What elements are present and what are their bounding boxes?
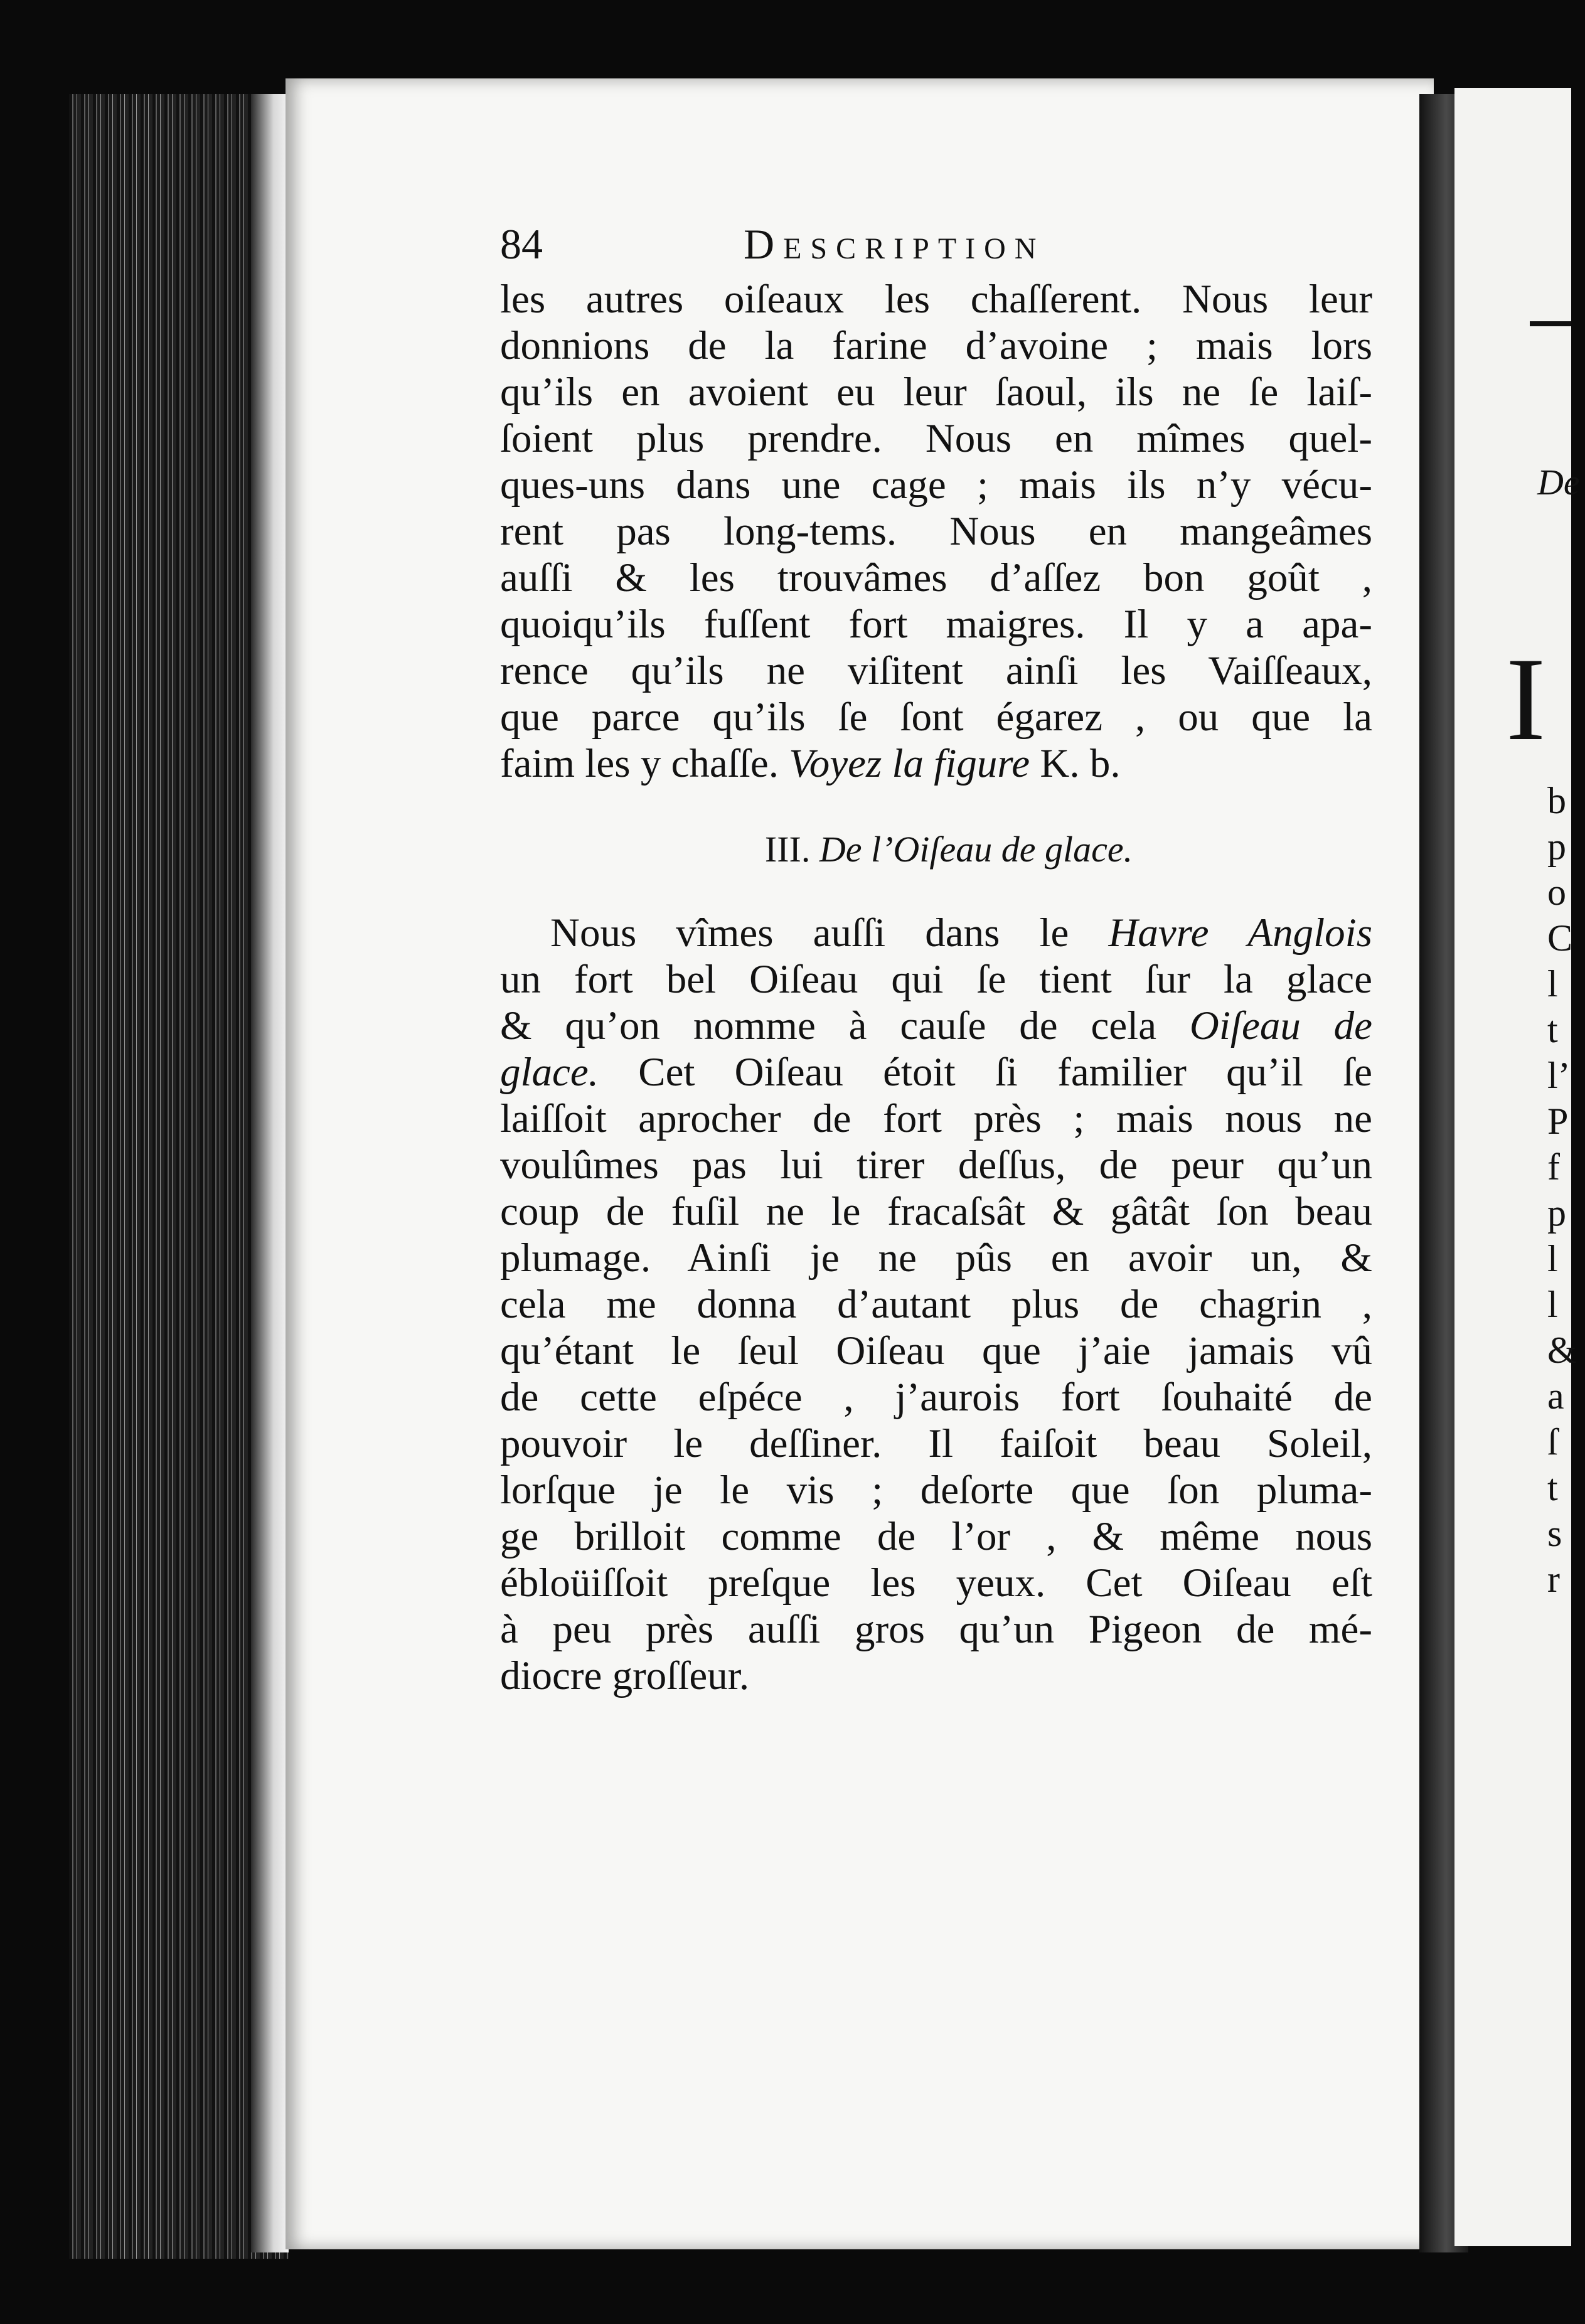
facing-page-letter: l — [1547, 1284, 1558, 1325]
text-line: qu’ils en avoient eu leur ſaoul, ils ne ſe laiſ- — [500, 370, 1372, 415]
line-text: voulûmes pas lui tirer deſſus, de peur qu’un — [500, 1143, 1372, 1188]
text-line — [500, 1142, 1372, 1188]
page-text — [500, 213, 1372, 1699]
facing-page-letter: o — [1547, 872, 1566, 913]
paragraph-1 — [500, 276, 1372, 740]
facing-page-letter: l’ — [1547, 1055, 1571, 1096]
text-line — [500, 910, 1372, 956]
text-line: ſoient plus prendre. Nous en mîmes quel- — [500, 416, 1372, 461]
text-line — [500, 1374, 1372, 1421]
line-text: plumage. Ainſi je ne pûs en avoir un, & — [500, 1235, 1372, 1281]
line-text: Nous vîmes auſſi dans le — [550, 910, 1109, 956]
section-number: III. — [764, 829, 811, 870]
line-text: lorſque je le vis ; deſorte que ſon pluma- — [500, 1468, 1372, 1513]
paragraph-1-last-line — [500, 740, 1372, 787]
paragraph-2 — [500, 910, 1372, 1699]
line-text: qu’étant le ſeul Oiſeau que j’aie jamais vû — [500, 1328, 1372, 1373]
text-line: ques-uns dans une cage ; mais ils n’y vécu- — [500, 462, 1372, 508]
running-title: Description — [744, 220, 1045, 268]
text-line — [500, 1049, 1372, 1095]
facing-page-letter: & — [1547, 1330, 1577, 1371]
text-line — [500, 1328, 1372, 1374]
line-text: ge brilloit comme de l’or , & même nous — [500, 1514, 1372, 1559]
text-line — [500, 1513, 1372, 1560]
page-number: 84 — [500, 220, 543, 268]
line-text: pouvoir le deſſiner. Il faiſoit beau Soleil, — [500, 1421, 1372, 1466]
text-line — [500, 1281, 1372, 1328]
text-line — [500, 1421, 1372, 1467]
text-line — [500, 1095, 1372, 1142]
facing-page-dropcap: I — [1506, 634, 1546, 765]
text-line — [500, 1653, 1372, 1699]
text-line — [500, 1003, 1372, 1049]
line-text: cela me donna d’autant plus de chagrin , — [500, 1282, 1372, 1327]
line-text: & qu’on nomme à cauſe de cela — [500, 1003, 1190, 1048]
facing-page-letter: r — [1547, 1559, 1560, 1600]
facing-page-letter: t — [1547, 1009, 1558, 1050]
text-line: quoiqu’ils fuſſent fort maigres. Il y a apa- — [500, 602, 1372, 647]
line-text: laiſſoit aprocher de fort près ; mais nous ne — [500, 1096, 1372, 1141]
text-line: auſſi & les trouvâmes d’aſſez bon goût , — [500, 555, 1372, 600]
running-head — [500, 213, 1372, 276]
page-edge-rim — [251, 94, 289, 2252]
facing-page-letter: l — [1547, 1238, 1558, 1279]
line-text: de cette eſpéce , j’aurois fort ſouhaité de — [500, 1375, 1372, 1420]
section-heading — [500, 824, 1372, 875]
facing-page-letter: a — [1547, 1375, 1564, 1417]
line-text: diocre groſſeur. — [500, 1653, 750, 1698]
text-line — [500, 1467, 1372, 1513]
facing-page-letter: p — [1547, 826, 1566, 867]
text-line — [500, 1606, 1372, 1653]
italic-text: Oiſeau de — [1189, 1003, 1372, 1048]
text-line — [500, 1188, 1372, 1235]
facing-page-letter: f — [1547, 1146, 1560, 1188]
text-line — [500, 956, 1372, 1003]
facing-page-letter: t — [1547, 1467, 1558, 1508]
section-title: De l’Oiſeau de glace. — [819, 829, 1133, 870]
facing-page-letter: ſ — [1547, 1421, 1558, 1463]
text-line: que parce qu’ils ſe ſont égarez , ou que la — [500, 695, 1372, 740]
italic-text: Havre Anglois — [1108, 910, 1372, 956]
facing-page-letter: b — [1547, 780, 1566, 821]
text-line — [500, 1235, 1372, 1281]
line-text: à peu près auſſi gros qu’un Pigeon de mé- — [500, 1607, 1372, 1652]
facing-page-letter: C — [1547, 917, 1573, 959]
text-line — [500, 1560, 1372, 1606]
line-text: un fort bel Oiſeau qui ſe tient ſur la glace — [500, 957, 1372, 1002]
text-line: donnions de la farine d’avoine ; mais lors — [500, 323, 1372, 368]
facing-page-fragment — [1454, 88, 1580, 2246]
facing-page-letter: P — [1547, 1101, 1569, 1142]
figure-label: K. b. — [1040, 741, 1121, 786]
facing-page-heading-fragment: De — [1537, 462, 1580, 503]
line-text: coup de fuſil ne le fracaſsât & gâtât ſon beau — [500, 1189, 1372, 1234]
italic-text: glace. — [500, 1050, 599, 1095]
text-line: rence qu’ils ne viſitent ainſi les Vaiſſeaux, — [500, 648, 1372, 693]
facing-page-rule — [1530, 321, 1571, 326]
facing-page-letter: l — [1547, 963, 1558, 1005]
facing-page-letter: s — [1547, 1513, 1562, 1554]
line-text: faim les y chaſſe. — [500, 741, 779, 786]
facing-page-letter: p — [1547, 1192, 1566, 1234]
text-line: les autres oiſeaux les chaſſerent. Nous leur — [500, 277, 1372, 322]
figure-reference: Voyez la figure — [789, 741, 1030, 786]
text-line: rent pas long-tems. Nous en mangeâmes — [500, 509, 1372, 554]
line-text: Cet Oiſeau étoit ſi familier qu’il ſe — [599, 1050, 1372, 1095]
line-text: ébloüiſſoit preſque les yeux. Cet Oiſeau eſt — [500, 1560, 1372, 1606]
